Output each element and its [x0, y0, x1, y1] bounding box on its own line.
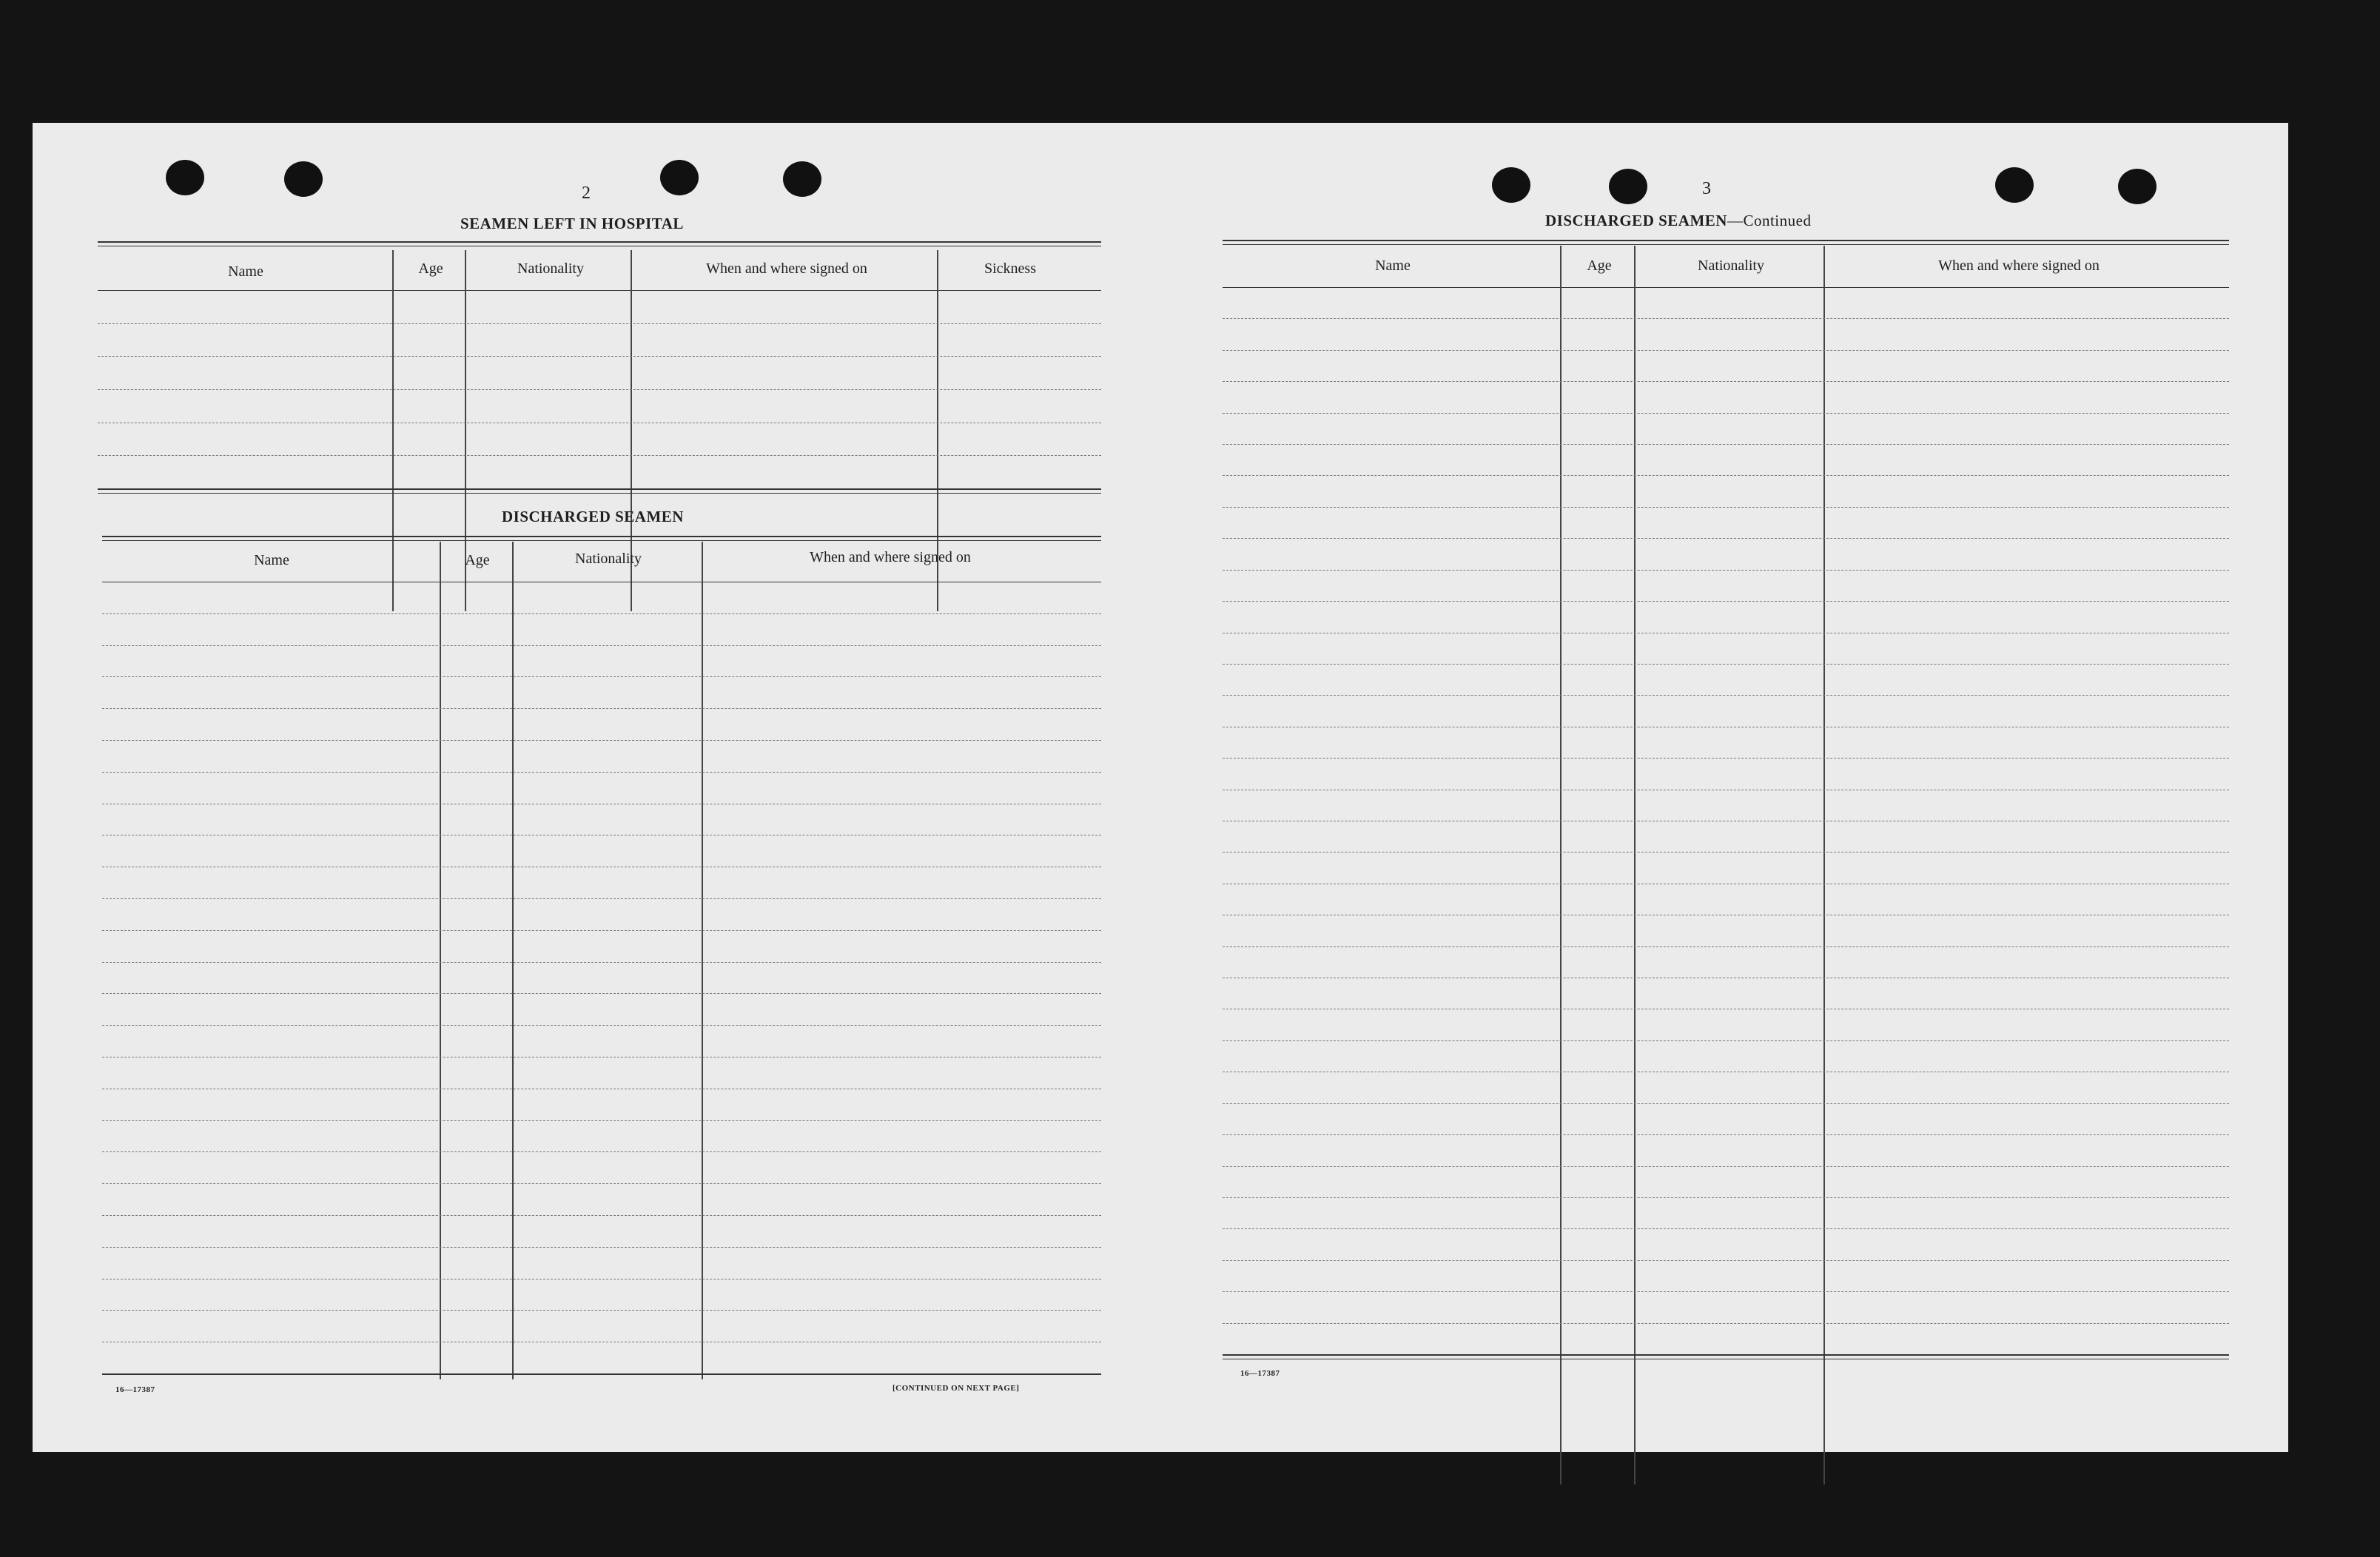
table-row-line [102, 772, 1101, 773]
right-top-rule [1223, 240, 2229, 241]
table-row-line [102, 645, 1101, 646]
hospital-col-signed-on: When and where signed on [706, 260, 867, 277]
table-row-line [102, 1310, 1101, 1311]
table-row-line [98, 455, 1101, 456]
hospital-bottom-rule [98, 488, 1101, 490]
table-row-line [1223, 852, 2229, 853]
table-row-line [1223, 444, 2229, 445]
right-col-signed-on: When and where signed on [1938, 258, 2100, 274]
hospital-col-age: Age [418, 260, 443, 277]
punch-hole [660, 160, 699, 195]
table-row-line [1223, 381, 2229, 382]
page-number: 3 [1702, 179, 1711, 198]
table-row-line [98, 356, 1101, 357]
right-col-age: Age [1587, 258, 1612, 274]
table-row-line [1223, 946, 2229, 947]
discharged-continued-title-suffix: —Continued [1727, 212, 1812, 229]
table-row-line [102, 1247, 1101, 1248]
table-row-line [1223, 507, 2229, 508]
right-col-name: Name [1375, 258, 1411, 274]
discharged-top-rule [102, 540, 1101, 541]
document-sheet [33, 123, 2288, 1452]
table-row-line [1223, 1228, 2229, 1229]
punch-hole [1609, 169, 1647, 204]
form-number: 16—17387 [115, 1385, 155, 1394]
right-column-divider [1560, 246, 1562, 1484]
table-row-line [1223, 601, 2229, 602]
discharged-column-divider [702, 542, 703, 1379]
table-row-line [102, 1120, 1101, 1121]
discharged-col-age: Age [465, 552, 490, 568]
hospital-col-name: Name [228, 263, 263, 280]
discharged-continued-title-main: DISCHARGED SEAMEN [1545, 212, 1727, 229]
table-row-line [102, 740, 1101, 741]
table-row-line [1223, 1040, 2229, 1041]
table-row-line [1223, 1197, 2229, 1198]
discharged-section-title: DISCHARGED SEAMEN [502, 508, 684, 525]
hospital-col-sickness: Sickness [984, 260, 1036, 277]
table-row-line [102, 1215, 1101, 1216]
table-row-line [102, 930, 1101, 931]
page-number: 2 [582, 184, 591, 203]
table-row-line [102, 898, 1101, 899]
discharged-col-nationality: Nationality [575, 551, 642, 567]
punch-hole [166, 160, 204, 195]
table-row-line [1223, 350, 2229, 351]
table-row-line [1223, 1291, 2229, 1292]
punch-hole [284, 161, 323, 197]
right-column-divider [1823, 246, 1825, 1484]
table-row-line [102, 676, 1101, 677]
punch-hole [1492, 167, 1530, 203]
table-row-line [102, 993, 1101, 994]
discharged-column-divider [512, 542, 514, 1379]
table-row-line [1223, 318, 2229, 319]
table-row-line [98, 389, 1101, 390]
discharged-bottom-rule [102, 1373, 1101, 1375]
table-row-line [1223, 1134, 2229, 1135]
punch-hole [783, 161, 821, 197]
table-row-line [102, 613, 1101, 614]
table-row-line [102, 1151, 1101, 1152]
hospital-bottom-rule [98, 493, 1101, 494]
table-row-line [102, 962, 1101, 963]
right-top-rule [1223, 244, 2229, 245]
table-row-line [1223, 664, 2229, 665]
table-row-line [1223, 695, 2229, 696]
table-row-line [98, 323, 1101, 324]
table-row-line [102, 1025, 1101, 1026]
table-row-line [1223, 1323, 2229, 1324]
hospital-top-rule [98, 241, 1101, 243]
right-column-divider [1634, 246, 1636, 1484]
discharged-continued-title [1545, 212, 1811, 230]
table-row-line [102, 1183, 1101, 1184]
punch-hole [2118, 169, 2157, 204]
punch-hole [1995, 167, 2034, 203]
discharged-column-divider [440, 542, 441, 1379]
table-row-line [1223, 1103, 2229, 1104]
table-row-line [1223, 413, 2229, 414]
hospital-header-rule [98, 290, 1101, 291]
table-row-line [1223, 538, 2229, 539]
discharged-col-name: Name [254, 552, 289, 568]
hospital-section-title: SEAMEN LEFT IN HOSPITAL [460, 215, 684, 232]
table-row-line [1223, 758, 2229, 759]
table-row-line [1223, 1260, 2229, 1261]
right-header-rule [1223, 287, 2229, 288]
discharged-col-signed-on: When and where signed on [810, 549, 971, 565]
continued-note: [CONTINUED ON NEXT PAGE] [892, 1384, 1020, 1393]
discharged-top-rule [102, 536, 1101, 537]
form-number: 16—17387 [1240, 1369, 1280, 1378]
right-col-nationality: Nationality [1698, 258, 1764, 274]
table-row-line [1223, 1166, 2229, 1167]
table-row-line [1223, 570, 2229, 571]
hospital-col-nationality: Nationality [517, 260, 584, 277]
right-bottom-rule [1223, 1354, 2229, 1356]
table-row-line [1223, 475, 2229, 476]
table-row-line [102, 708, 1101, 709]
